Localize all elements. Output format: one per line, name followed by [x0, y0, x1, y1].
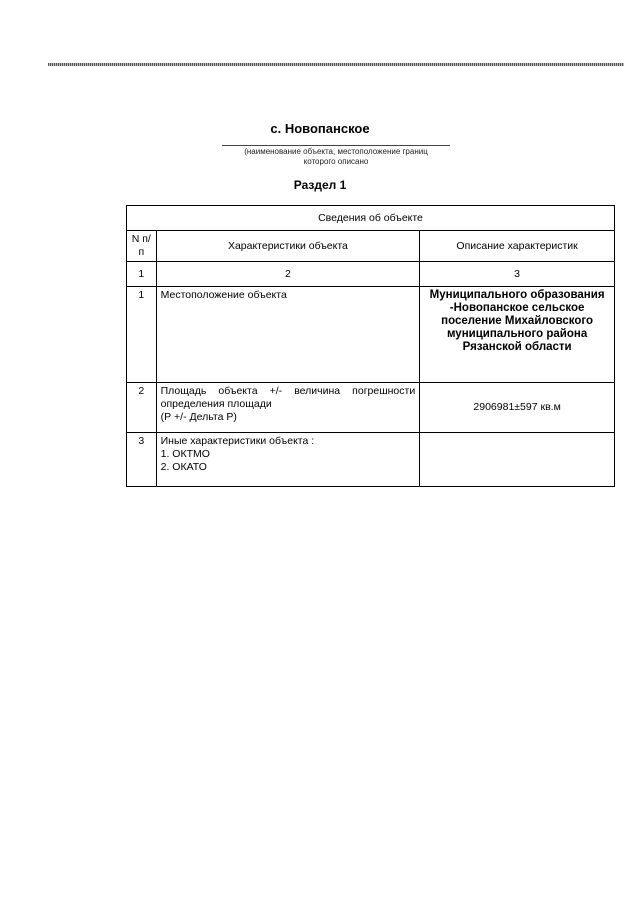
- top-separator-rule: [48, 63, 624, 66]
- column-number: 1: [127, 262, 157, 287]
- row-characteristic: [156, 287, 420, 383]
- characteristic-line: Площадь объекта +/- величина погрешности определения площади: [160, 385, 416, 410]
- table-heading: Сведения об объекте: [127, 206, 615, 231]
- table-row: [127, 287, 615, 383]
- object-name-underline: [222, 145, 450, 146]
- header-characteristic: Характеристики объекта: [156, 231, 420, 262]
- characteristic-line: Иные характеристики объекта :: [160, 435, 315, 447]
- header-description: Описание характеристик: [420, 231, 615, 262]
- row-num: 1: [127, 287, 157, 383]
- table-row: [127, 433, 615, 487]
- row-description: Муниципального образования -Новопанское сельское поселение Михайловского муниципального района Рязанской области: [420, 287, 615, 383]
- row-num: 3: [127, 433, 157, 487]
- row-num: 2: [127, 383, 157, 433]
- column-number: 3: [420, 262, 615, 287]
- table-header-row: [127, 231, 615, 262]
- row-characteristic: [156, 383, 420, 433]
- object-name-caption: [222, 147, 450, 167]
- object-info-table: [126, 205, 615, 487]
- table-row: [127, 383, 615, 433]
- column-number: 2: [156, 262, 420, 287]
- characteristic-line: 2. ОКАТО: [160, 461, 207, 473]
- section-title: Раздел 1: [293, 178, 347, 192]
- row-characteristic: [156, 433, 420, 487]
- header-num: N п/п: [127, 231, 157, 262]
- document-title: с. Новопанское: [270, 121, 370, 136]
- characteristic-line: 1. ОКТМО: [160, 448, 210, 460]
- table-heading-row: [127, 206, 615, 231]
- characteristic-line: Местоположение объекта: [160, 289, 287, 301]
- row-description: [420, 433, 615, 487]
- caption-line: (наименование объекта, местоположение границ: [244, 147, 428, 156]
- row-description: 2906981±597 кв.м: [420, 383, 615, 433]
- column-numbers-row: [127, 262, 615, 287]
- characteristic-line: (Р +/- Дельта Р): [160, 411, 237, 423]
- caption-line: которого описано: [303, 157, 369, 166]
